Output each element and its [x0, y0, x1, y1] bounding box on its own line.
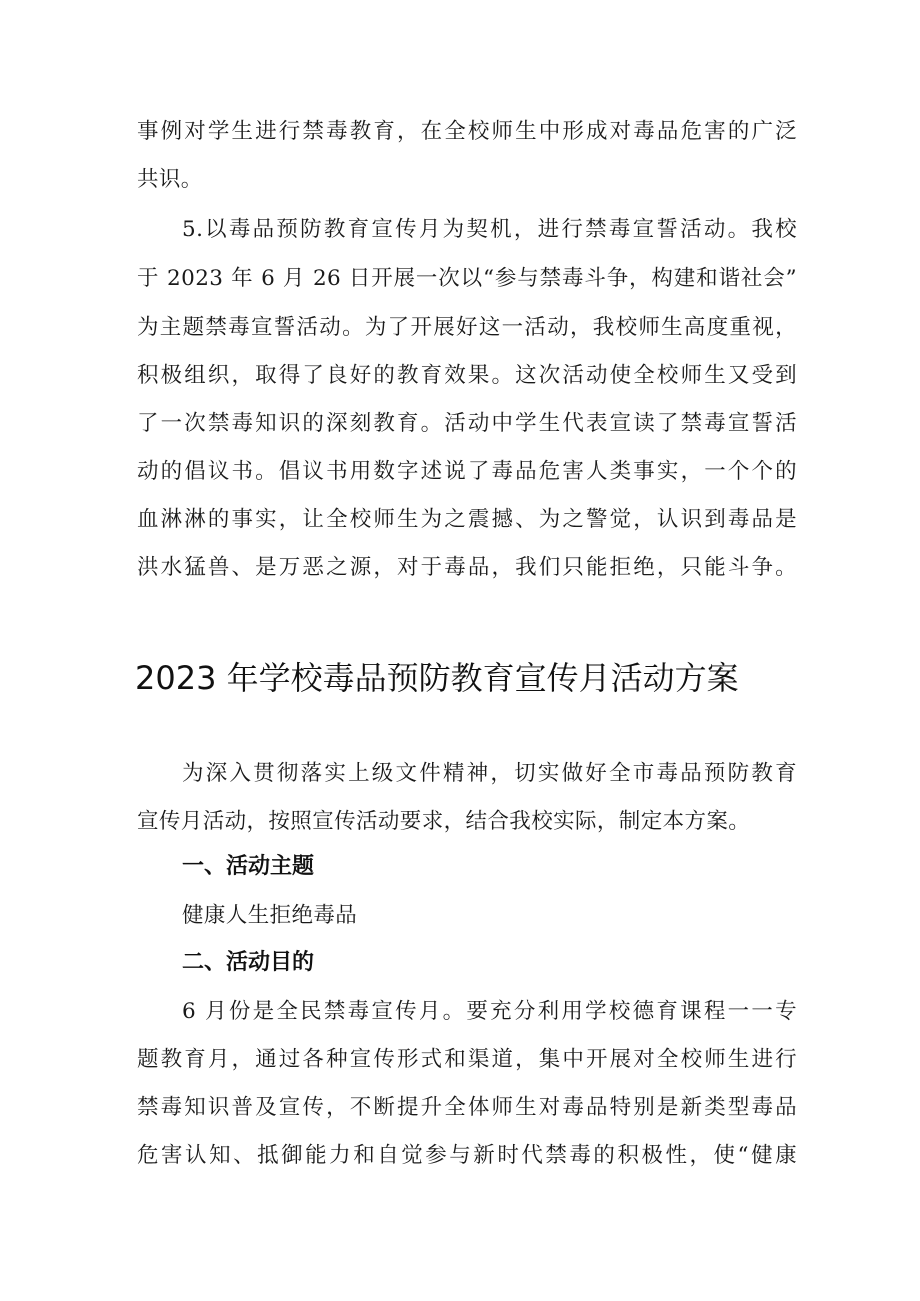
section-heading-theme: 一、活动主题	[182, 854, 315, 879]
purpose-line: 危害认知、抵御能力和自觉参与新时代禁毒的积极性，使“健康	[137, 1143, 797, 1168]
purpose-line: 禁毒知识普及宣传，不断提升全体师生对毒品特别是新类型毒品	[137, 1095, 797, 1120]
paragraph-line: 动的倡议书。倡议书用数字述说了毒品危害人类事实，一个个的	[137, 459, 797, 484]
intro-line: 宣传月活动，按照宣传活动要求，结合我校实际，制定本方案。	[137, 809, 751, 834]
paragraph-line: 为主题禁毒宣誓活动。为了开展好这一活动，我校师生高度重视，	[137, 315, 797, 340]
paragraph-line: 于 2023 年 6 月 26 日开展一次以“参与禁毒斗争，构建和谐社会”	[137, 266, 797, 291]
intro-line: 为深入贯彻落实上级文件精神，切实做好全市毒品预防教育	[182, 761, 797, 786]
paragraph-line: 5.以毒品预防教育宣传月为契机，进行禁毒宣誓活动。我校	[182, 217, 797, 242]
purpose-line: 题教育月，通过各种宣传形式和渠道，集中开展对全校师生进行	[137, 1047, 797, 1072]
document-title: 2023 年学校毒品预防教育宣传月活动方案	[135, 659, 739, 697]
paragraph-line: 共识。	[137, 167, 203, 192]
section-heading-purpose: 二、活动目的	[182, 950, 315, 975]
paragraph-line: 洪水猛兽、是万恶之源，对于毒品，我们只能拒绝，只能斗争。	[137, 555, 797, 580]
paragraph-line: 了一次禁毒知识的深刻教育。活动中学生代表宣读了禁毒宣誓活	[137, 411, 797, 436]
paragraph-line: 事例对学生进行禁毒教育，在全校师生中形成对毒品危害的广泛	[137, 119, 797, 144]
paragraph-line: 血淋淋的事实，让全校师生为之震撼、为之警觉，认识到毒品是	[137, 507, 797, 532]
theme-text: 健康人生拒绝毒品	[182, 903, 358, 928]
purpose-line: 6 月份是全民禁毒宣传月。要充分利用学校德育课程一一专	[182, 999, 797, 1024]
paragraph-line: 积极组织，取得了良好的教育效果。这次活动使全校师生又受到	[137, 363, 797, 388]
